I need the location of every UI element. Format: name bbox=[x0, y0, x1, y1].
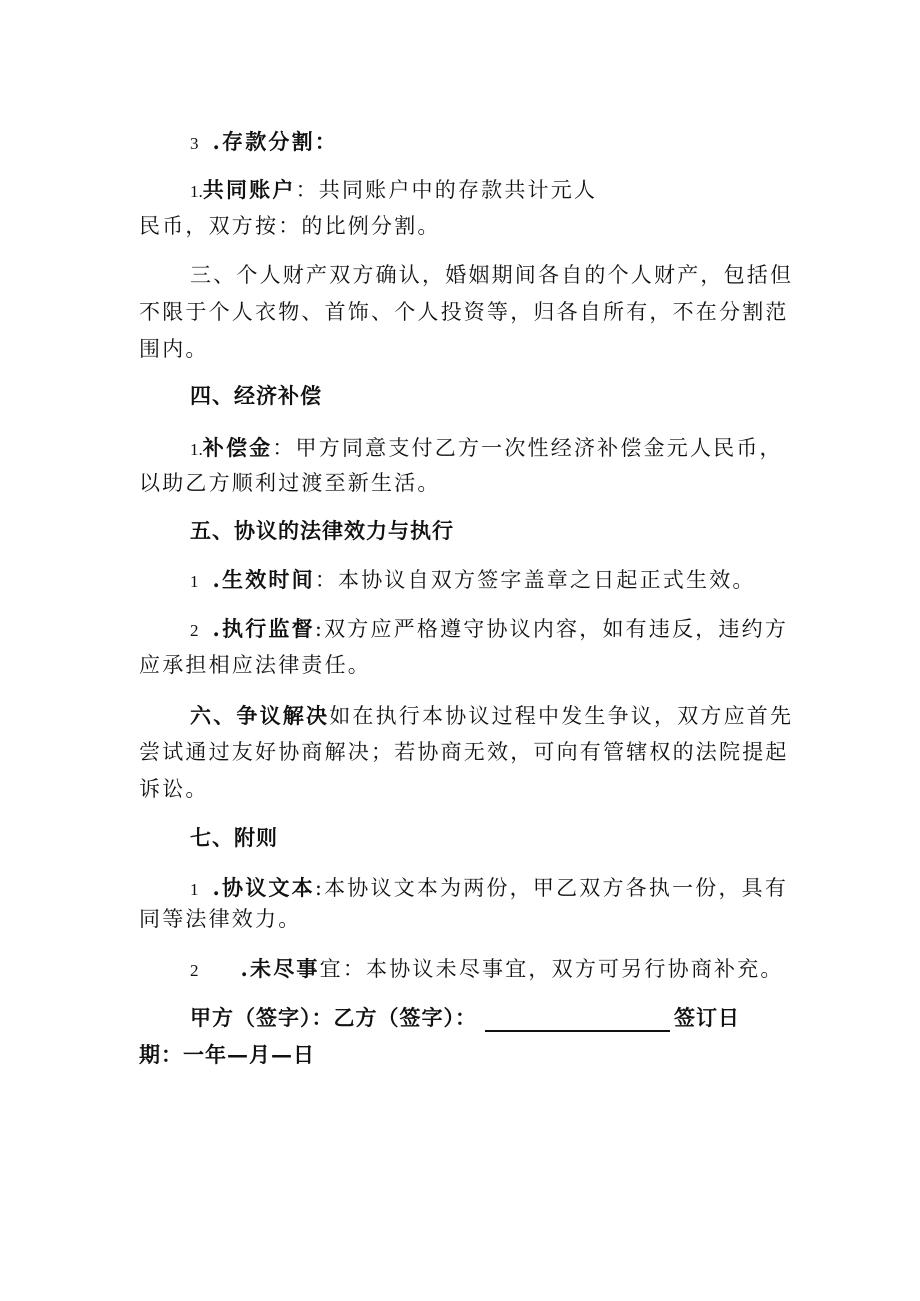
effective-time-text: ：本协议自双方签字盖章之日起正式生效。 bbox=[314, 568, 756, 592]
section-3-number: 3 bbox=[190, 134, 199, 153]
compensation-label: 补偿金 bbox=[202, 435, 273, 460]
joint-account-text-1: ：共同账户中的存款共计元人 bbox=[295, 178, 598, 202]
dispute-line-3: 诉讼。 bbox=[139, 777, 209, 801]
copies-line-2: 同等法律效力。 bbox=[139, 907, 302, 931]
dispute-line-1 bbox=[190, 702, 793, 730]
supervision-number: 2 bbox=[190, 621, 199, 640]
section-4-heading: 四、经济补偿 bbox=[190, 383, 322, 408]
copies-text-1: :本协议文本为两份，甲乙双方各执一份，具有 bbox=[314, 876, 789, 900]
compensation-line-1 bbox=[190, 434, 783, 464]
copies-label: .协议文本 bbox=[212, 875, 315, 900]
effective-time-line bbox=[190, 566, 756, 596]
joint-account-label: 共同账户 bbox=[202, 177, 296, 202]
copies-line-1 bbox=[190, 874, 788, 904]
signature-line-1 bbox=[190, 1004, 740, 1032]
personal-property-line-2: 不限于个人衣物、首饰、个人投资等，归各自所有，不在分割范 bbox=[139, 300, 789, 324]
dispute-text-1: 如在执行本协议过程中发生争议，双方应首先 bbox=[329, 704, 794, 728]
matters-text: 宜：本协议未尽事宜，双方可另行协商补充。 bbox=[319, 957, 784, 981]
signature-underline bbox=[485, 1006, 670, 1032]
joint-account-number: 1. bbox=[190, 182, 203, 201]
compensation-text-1: ：甲方同意支付乙方一次性经济补偿金元人民币， bbox=[272, 436, 783, 460]
signature-line-2: 期：一年—月—日 bbox=[139, 1042, 315, 1067]
personal-property-line-3: 围内。 bbox=[139, 337, 209, 361]
supervision-text-1: :双方应严格遵守协议内容，如有违反，违约方 bbox=[314, 617, 789, 641]
matters-line bbox=[190, 955, 784, 985]
joint-account-line-2 bbox=[139, 212, 441, 240]
section-3-heading bbox=[190, 128, 338, 158]
compensation-number: 1. bbox=[190, 440, 203, 459]
compensation-line-2: 以助乙方顺利过渡至新生活。 bbox=[139, 471, 441, 495]
supervision-line-2: 应承担相应法律责任。 bbox=[139, 653, 371, 677]
section-5-heading: 五、协议的法律效力与执行 bbox=[190, 518, 454, 543]
effective-time-label: .生效时间 bbox=[212, 567, 315, 592]
matters-label: .未尽事 bbox=[240, 956, 320, 981]
section-7-heading: 七、附则 bbox=[190, 825, 278, 850]
joint-account-text-2: 民币，双方按：的比例分割。 bbox=[139, 214, 441, 238]
supervision-label: .执行监督 bbox=[212, 616, 315, 641]
supervision-line-1 bbox=[190, 615, 788, 645]
section-3-label: .存款分割： bbox=[212, 129, 339, 154]
matters-number: 2 bbox=[190, 961, 199, 980]
copies-number: 1 bbox=[190, 880, 199, 899]
joint-account-line-1 bbox=[190, 176, 597, 206]
signature-date-label: 签订日 bbox=[674, 1005, 740, 1030]
personal-property-line-1: 三、个人财产双方确认，婚姻期间各自的个人财产，包括但 bbox=[190, 263, 794, 287]
dispute-line-2: 尝试通过友好协商解决；若协商无效，可向有管辖权的法院提起 bbox=[139, 740, 789, 764]
signature-parties: 甲方（签字）：乙方（签字）： bbox=[190, 1005, 477, 1030]
effective-time-number: 1 bbox=[190, 572, 199, 591]
dispute-label: 六、争议解决 bbox=[190, 703, 330, 728]
